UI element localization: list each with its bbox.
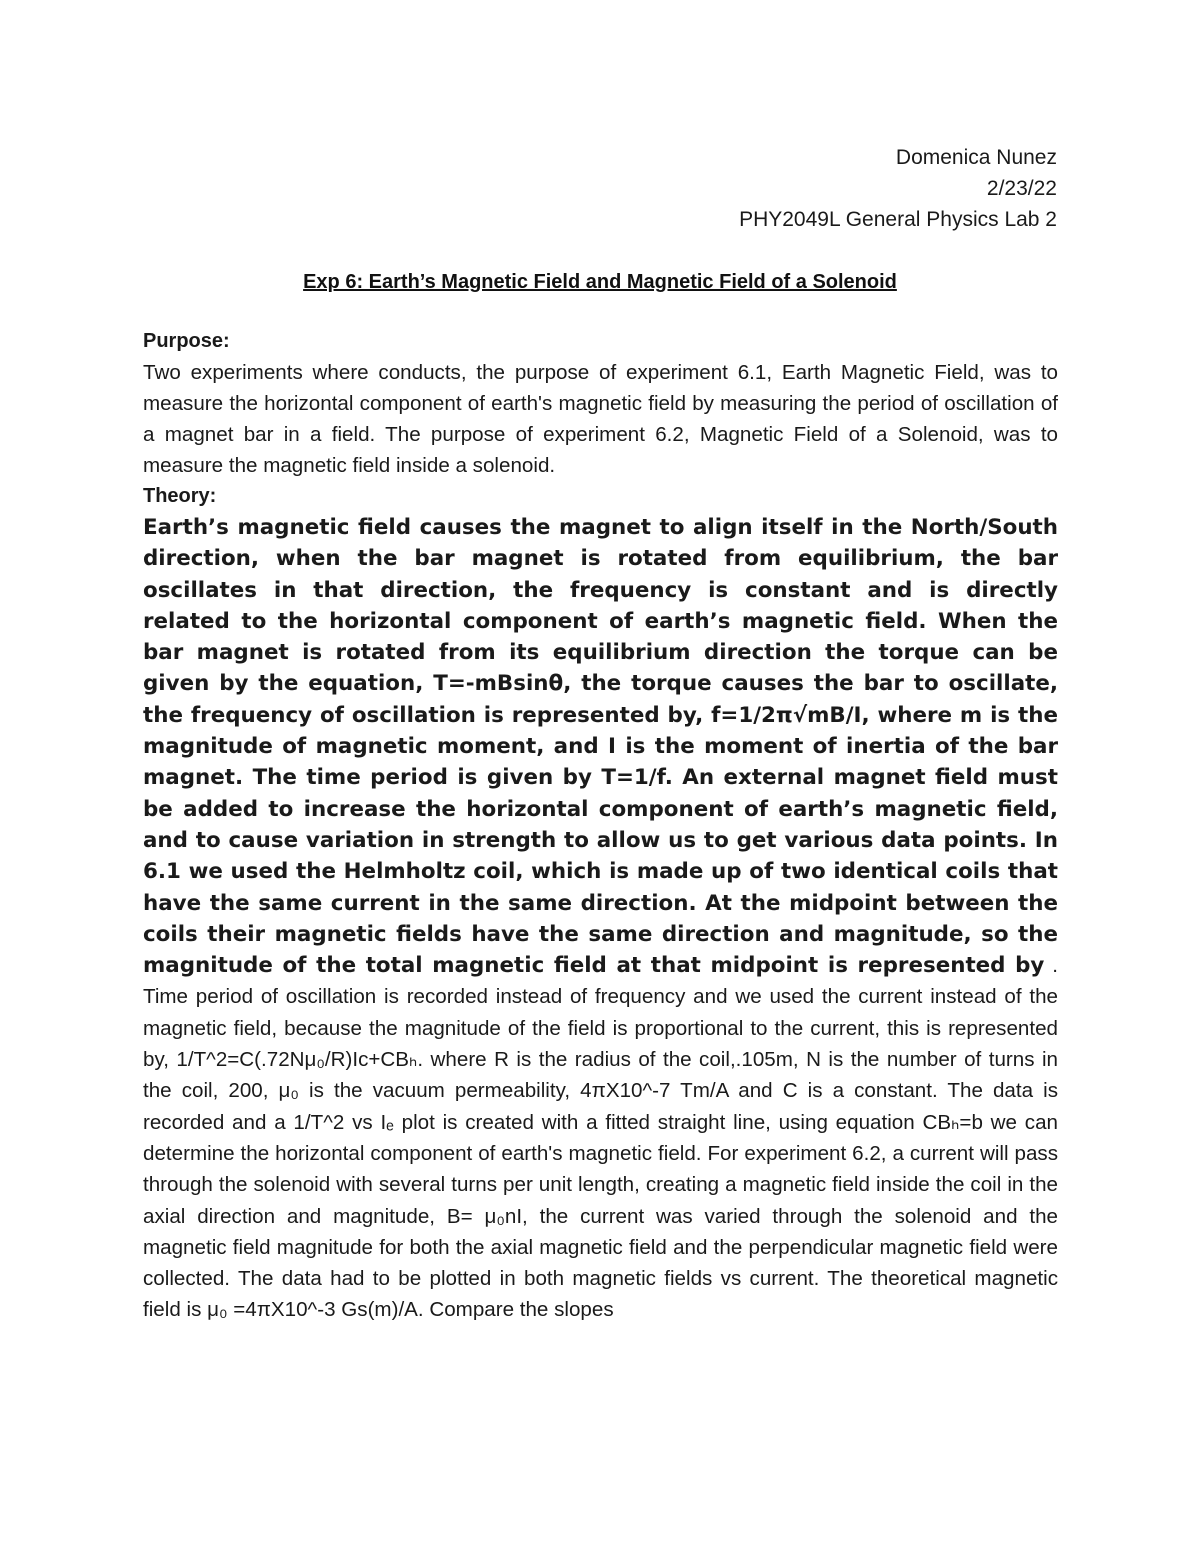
document-header xyxy=(739,142,1057,235)
theory-heading: Theory: xyxy=(143,485,217,507)
purpose-heading: Purpose: xyxy=(143,330,230,352)
document-body xyxy=(143,326,1058,1326)
theory-regular-text: . Time period of oscillation is recorded instead of frequency and we used the current instead of the magnetic field, because the magnitude of the field is proportional to the current, this is represented by, 1/T^2=C(.72Nμ₀/R)Ic+CBₕ. where R is the radius of the coil,.105m, N is the number of turns in the coil, 200, μ₀ is the vacuum permeability, 4πX10^-7 Tm/A and C is a constant. The data is recorded and a 1/T^2 vs Iₑ plot is created with a fitted straight line, using equation CBₕ=b we can determine the horizontal component of earth's magnetic field. For experiment 6.2, a current will pass through the solenoid with several turns per unit length, creating a magnetic field inside the coil in the axial direction and magnitude, B= μ₀nI, the current was varied through the solenoid and the magnetic field magnitude for both the axial magnetic field and the perpendicular magnetic field were collected. The data had to be plotted in both magnetic fields vs current. The theoretical magnetic field is μ₀ =4πX10^-3 Gs(m)/A. Compare the slopes xyxy=(143,954,1058,1322)
document-date: 2/23/22 xyxy=(986,177,1057,200)
theory-bold-text: Earth’s magnetic field causes the magnet to align itself in the North/South direction, when the bar magnet is rotated from equilibrium, the bar oscillates in that direction, the frequency is constant and is directly related to the horizontal component of earth’s magnetic field. When the bar magnet is rotated from its equilibrium direction the torque can be given by the equation, T=-mBsinθ, the torque causes the bar to oscillate, the frequency of oscillation is represented by, f=1/2π√mB/I, where m is the magnitude of magnetic moment, and I is the moment of inertia of the bar magnet. The time period is given by T=1/f. An external magnet field must be added to increase the horizontal component of earth’s magnetic field, and to cause variation in strength to allow us to get various data points. In 6.1 we used the Helmholtz coil, which is made up of two identical coils that have the same current in the same direction. At the midpoint between the coils their magnetic fields have the same direction and magnitude, so the magnitude of the total magnetic field at that midpoint is represented by xyxy=(143,515,1058,979)
document-title: Exp 6: Earth’s Magnetic Field and Magnetic Field of a Solenoid xyxy=(303,271,897,293)
purpose-paragraph: Two experiments where conducts, the purpose of experiment 6.1, Earth Magnetic Field, was to measure the horizontal component of earth's magnetic field by measuring the period of oscillation of a magnet bar in a field. The purpose of experiment 6.2, Magnetic Field of a Solenoid, was to measure the magnetic field inside a solenoid. xyxy=(143,361,1058,477)
course-name: PHY2049L General Physics Lab 2 xyxy=(739,208,1057,231)
author-name: Domenica Nunez xyxy=(895,146,1057,169)
theory-paragraph xyxy=(143,512,1058,1326)
